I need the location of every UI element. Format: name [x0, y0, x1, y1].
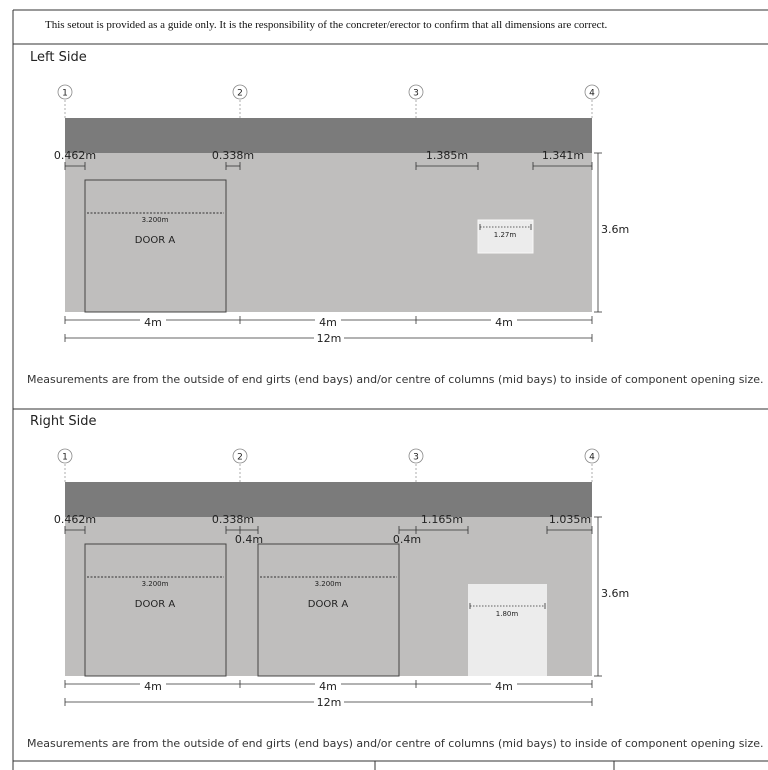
total-length-label: 12m	[316, 332, 342, 345]
dim-0-338: 0.338m	[211, 149, 255, 162]
window-width-label: 1.80m	[495, 610, 519, 618]
door-a-2-name-label: DOOR A	[307, 599, 349, 610]
grid-marker-4	[585, 449, 599, 482]
bay-1-label: 4m	[144, 316, 162, 329]
bay-1-label: 4m	[144, 680, 162, 693]
left-side-title: Left Side	[30, 50, 87, 65]
disclaimer-text: This setout is provided as a guide only. It is the responsibility of the concreter/erector to confirm that all dimensions are correct.	[45, 19, 608, 31]
window	[478, 220, 533, 253]
grid-marker-1	[58, 85, 72, 118]
right-side-elevation	[0, 364, 768, 770]
grid-label-3: 3	[413, 452, 419, 463]
door-a-2-width-label: 3.200m	[314, 580, 342, 588]
dim-0-4-b: 0.4m	[392, 533, 422, 546]
height-label: 3.6m	[601, 223, 630, 236]
bay-3-label: 4m	[495, 680, 513, 693]
dim-1-165: 1.165m	[420, 513, 464, 526]
dim-0-462: 0.462m	[53, 149, 97, 162]
door-a-width-label: 3.200m	[141, 216, 169, 224]
grid-marker-3	[409, 449, 423, 482]
dim-1-385: 1.385m	[425, 149, 469, 162]
dim-1-341: 1.341m	[541, 149, 585, 162]
roof-band	[65, 118, 592, 153]
grid-marker-2	[233, 85, 247, 118]
left-side-note: Measurements are from the outside of end girts (end bays) and/or centre of columns (mid bays) to inside of component opening size.	[27, 373, 764, 386]
grid-label-2: 2	[237, 88, 243, 99]
door-a-name-label: DOOR A	[134, 235, 176, 246]
dim-0-4-a: 0.4m	[234, 533, 264, 546]
grid-marker-1	[58, 449, 72, 482]
window	[468, 584, 547, 676]
grid-marker-4	[585, 85, 599, 118]
grid-label-3: 3	[413, 88, 419, 99]
grid-label-2: 2	[237, 452, 243, 463]
window-width-label: 1.27m	[493, 231, 517, 239]
door-a-1-name-label: DOOR A	[134, 599, 176, 610]
grid-label-4: 4	[589, 88, 595, 99]
grid-marker-3	[409, 85, 423, 118]
dim-0-338: 0.338m	[211, 513, 255, 526]
right-side-title: Right Side	[30, 414, 97, 429]
door-a-1-width-label: 3.200m	[141, 580, 169, 588]
bay-2-label: 4m	[319, 680, 337, 693]
dim-1-035: 1.035m	[548, 513, 592, 526]
grid-marker-2	[233, 449, 247, 482]
grid-label-1: 1	[62, 452, 68, 463]
height-label: 3.6m	[601, 587, 630, 600]
window-panel	[468, 584, 547, 676]
grid-label-4: 4	[589, 452, 595, 463]
total-length-label: 12m	[316, 696, 342, 709]
grid-label-1: 1	[62, 88, 68, 99]
bay-3-label: 4m	[495, 316, 513, 329]
right-side-note: Measurements are from the outside of end girts (end bays) and/or centre of columns (mid bays) to inside of component opening size.	[27, 737, 764, 750]
roof-band	[65, 482, 592, 517]
dim-0-462: 0.462m	[53, 513, 97, 526]
bay-2-label: 4m	[319, 316, 337, 329]
